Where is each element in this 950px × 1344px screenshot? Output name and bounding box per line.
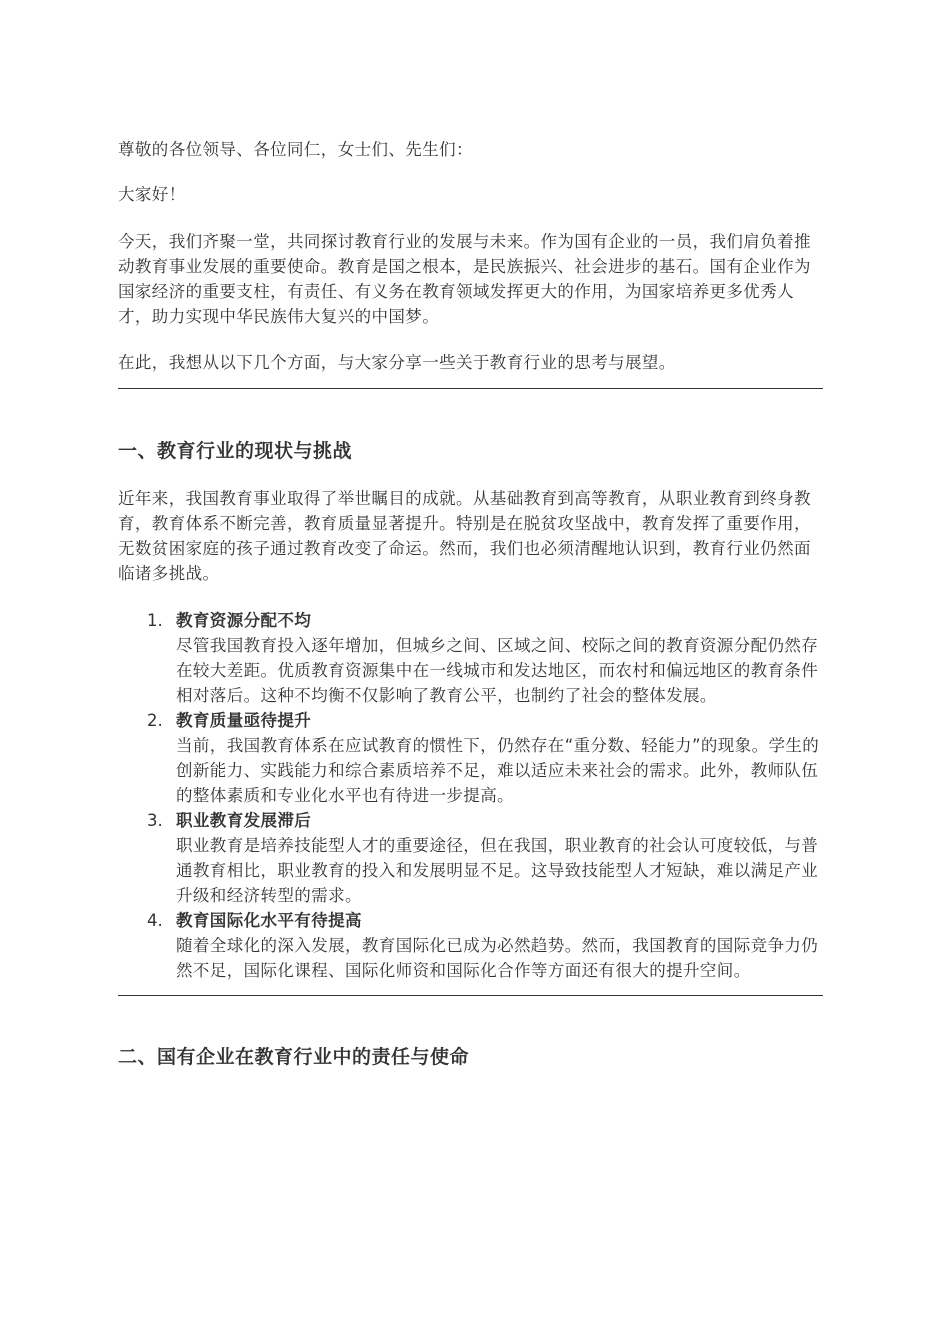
- greeting-line: 尊敬的各位领导、各位同仁，女士们、先生们：: [118, 140, 473, 159]
- section-2-heading: 二、国有企业在教育行业中的责任与使命: [118, 1046, 470, 1068]
- list-item-title: 教育资源分配不均: [176, 611, 312, 630]
- hello-line: 大家好！: [118, 185, 186, 204]
- list-item-number: 3.: [147, 811, 163, 830]
- share-paragraph: 在此，我想从以下几个方面，与大家分享一些关于教育行业的思考与展望。: [118, 353, 676, 372]
- list-item-body: 当前，我国教育体系在应试教育的惯性下，仍然存在“重分数、轻能力”的现象。学生的创新能力、实践能力和综合素质培养不足，难以适应未来社会的需求。此外，教师队伍的整体素质和专业化水平也有待进一步提高。: [176, 736, 820, 805]
- list-item: [118, 608, 823, 708]
- section-1-heading: 一、教育行业的现状与挑战: [118, 440, 353, 462]
- list-item-body: 尽管我国教育投入逐年增加，但城乡之间、区域之间、校际之间的教育资源分配仍然存在较大差距。优质教育资源集中在一线城市和发达地区，而农村和偏远地区的教育条件相对落后。这种不均衡不仅影响了教育公平，也制约了社会的整体发展。: [176, 636, 819, 705]
- list-item-title: 教育质量亟待提升: [176, 711, 312, 730]
- divider: [118, 388, 823, 389]
- list-item-number: 4.: [147, 911, 163, 930]
- intro-paragraph: 今天，我们齐聚一堂，共同探讨教育行业的发展与未来。作为国有企业的一员，我们肩负着推动教育事业发展的重要使命。教育是国之根本，是民族振兴、社会进步的基石。国有企业作为国家经济的重要支柱，有责任、有义务在教育领域发挥更大的作用，为国家培养更多优秀人才，助力实现中华民族伟大复兴的中国梦。: [118, 232, 811, 326]
- list-item: [118, 908, 823, 983]
- challenge-list: [118, 608, 823, 983]
- list-item: [118, 808, 823, 908]
- list-item-body: 职业教育是培养技能型人才的重要途径，但在我国，职业教育的社会认可度较低，与普通教育相比，职业教育的投入和发展明显不足。这导致技能型人才短缺，难以满足产业升级和经济转型的需求。: [176, 836, 819, 905]
- document-page: [118, 137, 823, 1070]
- list-item-number: 2.: [147, 711, 163, 730]
- section-1-intro: 近年来，我国教育事业取得了举世瞩目的成就。从基础教育到高等教育，从职业教育到终身教育，教育体系不断完善，教育质量显著提升。特别是在脱贫攻坚战中，教育发挥了重要作用，无数贫困家庭的孩子通过教育改变了命运。然而，我们也必须清醒地认识到，教育行业仍然面临诸多挑战。: [118, 489, 811, 583]
- list-item-number: 1.: [147, 611, 163, 630]
- list-item-title: 教育国际化水平有待提高: [176, 911, 362, 930]
- list-item-title: 职业教育发展滞后: [176, 811, 312, 830]
- list-item: [118, 708, 823, 808]
- list-item-body: 随着全球化的深入发展，教育国际化已成为必然趋势。然而，我国教育的国际竞争力仍然不足，国际化课程、国际化师资和国际化合作等方面还有很大的提升空间。: [176, 936, 819, 980]
- divider: [118, 995, 823, 996]
